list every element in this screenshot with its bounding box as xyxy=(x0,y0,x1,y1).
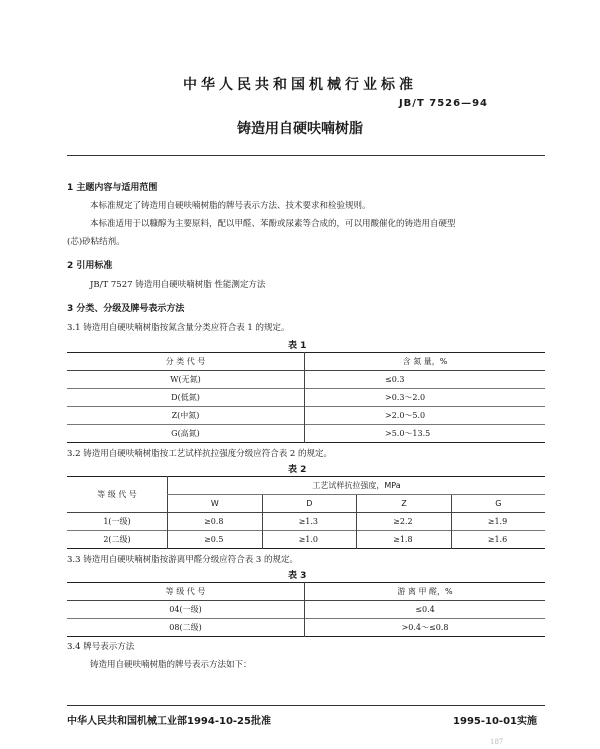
table-cell: G(高氮) xyxy=(67,425,305,443)
table-2 xyxy=(67,476,545,549)
clause-3-3: 3.3 铸造用自硬呋喃树脂按游离甲醛分级应符合表 3 的规定。 xyxy=(67,555,299,565)
section-1-paragraph-1: 本标准规定了铸造用自硬呋喃树脂的牌号表示方法、技术要求和检验规则。 xyxy=(90,201,371,211)
table-1-header-nitrogen: 含 氮 量，% xyxy=(305,353,546,371)
table-cell: >2.0～5.0 xyxy=(305,407,546,425)
table-cell: Z(中氮) xyxy=(67,407,305,425)
table-2-subheader-d: D xyxy=(262,495,357,513)
section-2-heading: 2 引用标准 xyxy=(67,261,113,271)
table-3-header-free-formaldehyde: 游 离 甲 醛，% xyxy=(305,583,546,601)
table-cell: 04(一级) xyxy=(169,605,202,614)
table-cell: 08(二级) xyxy=(67,619,305,637)
table-row xyxy=(67,389,545,407)
table-1-caption: 表 1 xyxy=(288,341,307,351)
section-3-heading: 3 分类、分级及牌号表示方法 xyxy=(67,304,185,314)
table-cell: ≤0.4 xyxy=(305,601,546,619)
table-2-subheader-g: G xyxy=(451,495,545,513)
table-row xyxy=(67,619,545,637)
table-3 xyxy=(67,582,545,637)
table-cell: 1(一级) xyxy=(103,517,131,526)
table-cell: >5.0～13.5 xyxy=(305,425,546,443)
document-title: 铸造用自硬呋喃树脂 xyxy=(237,121,363,137)
table-cell: ≥1.6 xyxy=(451,531,545,549)
section-1-heading: 1 主题内容与适用范围 xyxy=(67,183,158,193)
footer-divider xyxy=(67,705,545,706)
table-cell: ≥1.8 xyxy=(357,531,452,549)
effective-date: 1995-10-01实施 xyxy=(453,716,537,727)
table-cell: >0.4～≤0.8 xyxy=(305,619,546,637)
table-cell: W(无氮) xyxy=(170,375,201,384)
table-1-header-class-code: 分 类 代 号 xyxy=(67,353,305,371)
referenced-standard: JB/T 7527 铸造用自硬呋喃树脂 性能测定方法 xyxy=(90,280,266,290)
table-3-caption: 表 3 xyxy=(288,571,307,581)
clause-3-4-heading: 3.4 牌号表示方法 xyxy=(67,642,135,652)
table-row xyxy=(67,371,545,389)
table-cell: >0.3～2.0 xyxy=(305,389,546,407)
clause-3-4-text: 铸造用自硬呋喃树脂的牌号表示方法如下： xyxy=(90,660,252,670)
table-2-header-grade-code: 等 级 代 号 xyxy=(67,477,168,513)
table-cell: ≥1.3 xyxy=(262,513,357,531)
table-cell: ≥1.9 xyxy=(451,513,545,531)
issuing-standard-header: 中华人民共和国机械行业标准 xyxy=(183,77,417,93)
table-cell: ≥0.5 xyxy=(168,531,263,549)
table-cell: ≥2.2 xyxy=(357,513,452,531)
approval-date: 中华人民共和国机械工业部1994-10-25批准 xyxy=(67,716,271,727)
table-row xyxy=(67,601,545,619)
table-cell: D(低氮) xyxy=(67,389,305,407)
standard-code: JB/T 7526—94 xyxy=(398,98,488,109)
table-row xyxy=(67,425,545,443)
table-3-header-grade-code: 等 级 代 号 xyxy=(67,583,305,601)
table-2-caption: 表 2 xyxy=(288,465,307,475)
table-2-header-tensile-strength: 工艺试样抗拉强度，MPa xyxy=(168,477,546,495)
table-cell: ≥0.8 xyxy=(168,513,263,531)
table-row xyxy=(67,531,545,549)
table-cell: ≤0.3 xyxy=(305,371,546,389)
section-1-paragraph-2: 本标准适用于以糠醇为主要原料，配以甲醛、苯酚或尿素等合成的，可以用酸催化的铸造用自硬型 xyxy=(90,219,456,229)
clause-3-2: 3.2 铸造用自硬呋喃树脂按工艺试样抗拉强度分级应符合表 2 的规定。 xyxy=(67,449,333,459)
section-1-paragraph-2-cont: (芯)砂粘结剂。 xyxy=(67,237,125,247)
table-2-subheader-z: Z xyxy=(357,495,452,513)
page-number: 187 xyxy=(490,738,504,746)
table-2-subheader-w: W xyxy=(168,495,263,513)
clause-3-1: 3.1 铸造用自硬呋喃树脂按氮含量分类应符合表 1 的规定。 xyxy=(67,323,290,333)
table-row xyxy=(67,513,545,531)
table-row xyxy=(67,407,545,425)
title-divider xyxy=(67,155,545,156)
table-cell: 2(二级) xyxy=(67,531,168,549)
table-cell: ≥1.0 xyxy=(262,531,357,549)
table-1 xyxy=(67,352,545,443)
